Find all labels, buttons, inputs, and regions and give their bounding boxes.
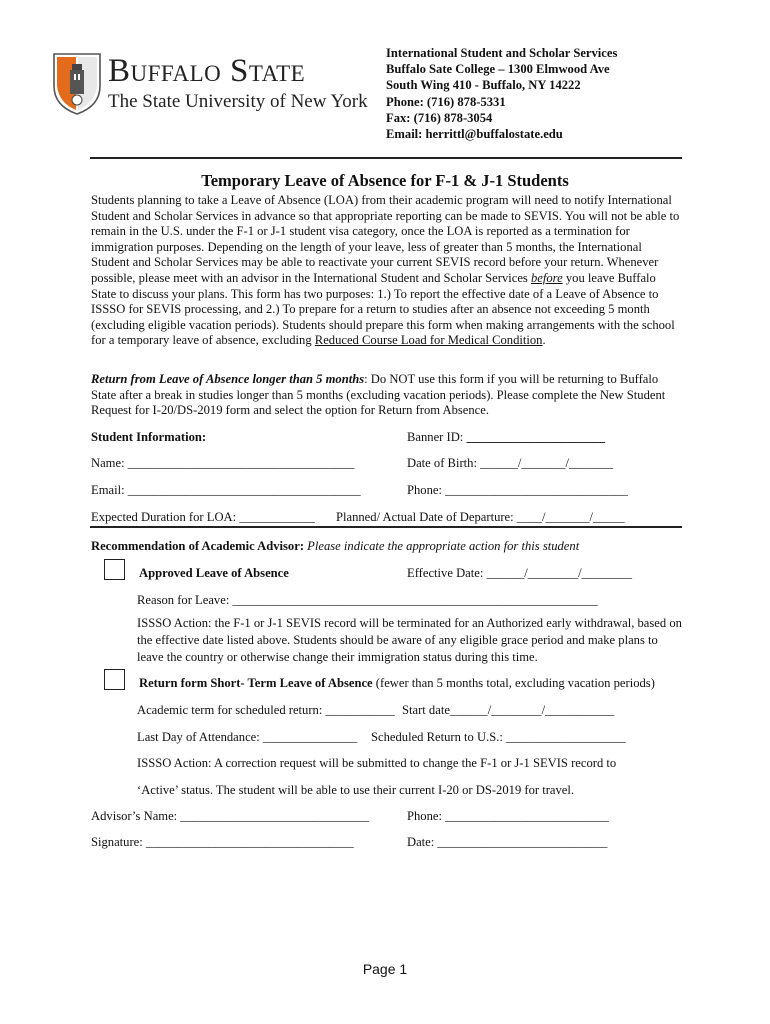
dob-field[interactable]: Date of Birth: ______/_______/_______ (407, 456, 614, 470)
email-field[interactable]: Email: _____________________________________ (91, 483, 361, 497)
approved-leave-label: Approved Leave of Absence (139, 566, 289, 580)
issso-action-withdrawal: ISSSO Action: the F-1 or J-1 SEVIS record will be terminated for an Authorized early withdrawal, based on the effective date listed above. Students should be aware of any eligible grace period and make plans to leave the country or otherwise change their immigration status during this time. (137, 616, 682, 664)
departure-field[interactable]: Planned/ Actual Date of Departure: ____/_______/_____ (336, 510, 625, 524)
phone-field[interactable]: Phone: _____________________________ (407, 483, 628, 497)
duration-field[interactable]: Expected Duration for LOA: ____________ (91, 510, 315, 524)
advisor-name-field[interactable]: Advisor’s Name: ______________________________ (91, 809, 370, 823)
office-phone: Phone: (716) 878-5331 (386, 94, 506, 109)
office-name: International Student and Scholar Services (386, 46, 618, 60)
before-emphasis: before (530, 270, 563, 285)
last-day-field[interactable]: Last Day of Attendance: _______________ (137, 730, 358, 744)
return-note: Return from Leave of Absence longer than 5 months: Do NOT use this form if you will be returning to Buffalo State after a break in studies longer than 5 months (excluding vacation periods). Please complete the New Student Request for I-20/DS-2019 form and select the option for Return from Absence. (91, 372, 666, 418)
shield-emblem-icon (52, 52, 102, 116)
office-fax: Fax: (716) 878-3054 (386, 110, 493, 125)
academic-term-field[interactable]: Academic term for scheduled return: ___________ (137, 703, 395, 717)
issso-action-correction-cont: ‘Active’ status. The student will be able to use their current I-20 or DS-2019 for travel. (137, 783, 575, 797)
scheduled-return-field[interactable]: Scheduled Return to U.S.: ___________________ (371, 730, 626, 744)
advisor-recommendation-heading: Recommendation of Academic Advisor: Please indicate the appropriate action for this student (91, 539, 580, 553)
start-date-field[interactable]: Start date______/________/___________ (402, 703, 615, 717)
approved-leave-checkbox[interactable] (104, 559, 125, 580)
office-location: South Wing 410 - Buffalo, NY 14222 (386, 78, 581, 93)
intro-paragraph: Students planning to take a Leave of Absence (LOA) from their academic program will need to notify International Student and Scholar Services in advance so that appropriate reporting can be made to SEVIS. You will not be able to remain in the U.S. under the F-1 or J-1 student visa category, once the LOA is reported as a termination for immigration purposes. Depending on the length of your leave, less of greater than 5 months, the International Student and Scholar Services may be able to reactivate your current SEVIS record before your return. Whenever possible, please meet with an advisor in the International Student and Scholar Services before you leave Buffalo State to discuss your plans. This form has two purposes: 1.) To report the effective date of a Leave of Absence to ISSSO for SEVIS processing, and 2.) To prepare for a return to studies after an absence not exceeding 5 month (excluding eligible vacation periods). Students should prepare this form when making arrangements with the school for a temporary leave of absence, excluding Reduced Course Load for Medical Condition. (91, 193, 680, 348)
section-divider (90, 526, 682, 528)
banner-id-field[interactable]: Banner ID: ______________________ (407, 430, 605, 444)
effective-date-field[interactable]: Effective Date: ______/________/________ (407, 566, 633, 580)
header-divider (90, 157, 682, 159)
reduced-course-load-link[interactable]: Reduced Course Load for Medical Condition (314, 333, 543, 348)
form-title: Temporary Leave of Absence for F-1 & J-1 Students (201, 171, 569, 190)
student-info-heading: Student Information: (91, 430, 207, 444)
signature-date-field[interactable]: Date: ___________________________ (407, 835, 608, 849)
issso-action-correction: ISSSO Action: A correction request will be submitted to change the F-1 or J-1 SEVIS record to (137, 756, 617, 770)
return-short-term-label: Return form Short- Term Leave of Absence (fewer than 5 months total, excluding vacation periods) (139, 676, 655, 690)
name-field[interactable]: Name: ____________________________________ (91, 456, 355, 470)
office-email: Email: herrittl@buffalostate.edu (386, 127, 563, 142)
logo-subtitle: The State University of New York (108, 91, 368, 112)
logo-wordmark: Buffalo State (108, 53, 306, 89)
advisor-phone-field[interactable]: Phone: __________________________ (407, 809, 609, 823)
page-number: Page 1 (362, 961, 408, 977)
contact-block (386, 45, 617, 142)
reason-field[interactable]: Reason for Leave: __________________________________________________________ (137, 593, 598, 607)
return-short-term-checkbox[interactable] (104, 669, 125, 690)
signature-field[interactable]: Signature: _________________________________ (91, 835, 354, 849)
office-address: Buffalo Sate College – 1300 Elmwood Ave (386, 62, 610, 77)
